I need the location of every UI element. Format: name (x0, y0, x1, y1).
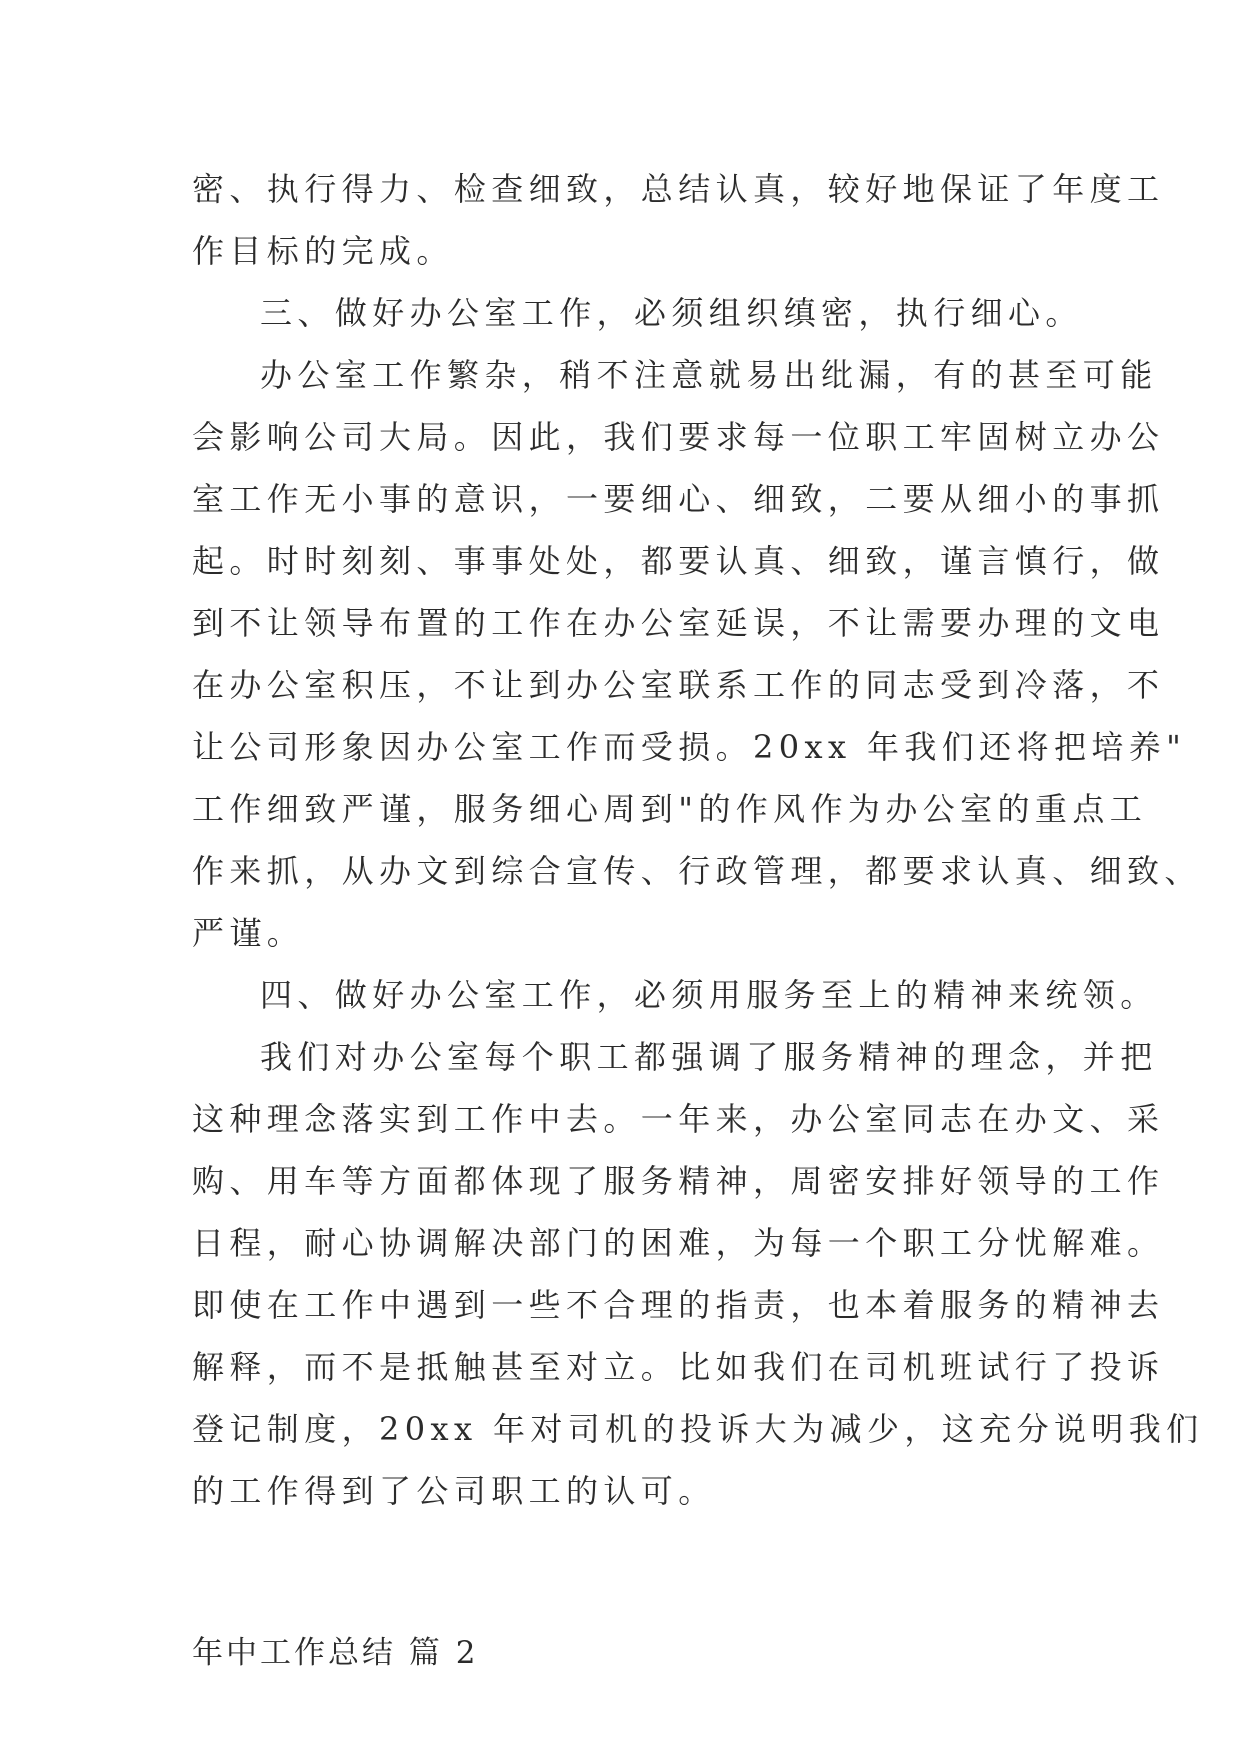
body-line: 密、执行得力、检查细致，总结认真，较好地保证了年度工 (192, 170, 1165, 208)
body-line: 作来抓，从办文到综合宣传、行政管理，都要求认真、细致、 (192, 852, 1202, 890)
body-line: 让公司形象因办公室工作而受损。20xx 年我们还将把培养" (192, 728, 1187, 766)
body-line: 的工作得到了公司职工的认可。 (192, 1472, 716, 1510)
body-line: 工作细致严谨，服务细心周到"的作风作为办公室的重点工 (192, 790, 1148, 828)
section-title: 年中工作总结 篇 2 (192, 1635, 479, 1671)
body-line: 购、用车等方面都体现了服务精神，周密安排好领导的工作 (192, 1162, 1165, 1200)
body-line: 日程，耐心协调解决部门的困难，为每一个职工分忧解难。 (192, 1224, 1165, 1262)
body-line: 登记制度，20xx 年对司机的投诉大为减少，这充分说明我们 (192, 1410, 1204, 1448)
body-line: 办公室工作繁杂，稍不注意就易出纰漏，有的甚至可能 (260, 356, 1158, 394)
body-line: 作目标的完成。 (192, 232, 454, 270)
body-line: 解释，而不是抵触甚至对立。比如我们在司机班试行了投诉 (192, 1348, 1165, 1386)
body-line: 会影响公司大局。因此，我们要求每一位职工牢固树立办公 (192, 418, 1165, 456)
heading-line: 四、做好办公室工作，必须用服务至上的精神来统领。 (260, 976, 1158, 1014)
body-line: 这种理念落实到工作中去。一年来，办公室同志在办文、采 (192, 1100, 1165, 1138)
heading-line: 三、做好办公室工作，必须组织缜密，执行细心。 (260, 294, 1083, 332)
document-body (192, 158, 1204, 1684)
body-line: 起。时时刻刻、事事处处，都要认真、细致，谨言慎行，做 (192, 542, 1165, 580)
body-line: 即使在工作中遇到一些不合理的指责，也本着服务的精神去 (192, 1286, 1165, 1324)
body-line: 室工作无小事的意识，一要细心、细致，二要从细小的事抓 (192, 480, 1165, 518)
body-line: 到不让领导布置的工作在办公室延误，不让需要办理的文电 (192, 604, 1165, 642)
body-line: 严谨。 (192, 914, 305, 952)
section-spacer (192, 1522, 1062, 1622)
body-line: 我们对办公室每个职工都强调了服务精神的理念，并把 (260, 1038, 1158, 1076)
body-line: 在办公室积压，不让到办公室联系工作的同志受到冷落，不 (192, 666, 1165, 704)
